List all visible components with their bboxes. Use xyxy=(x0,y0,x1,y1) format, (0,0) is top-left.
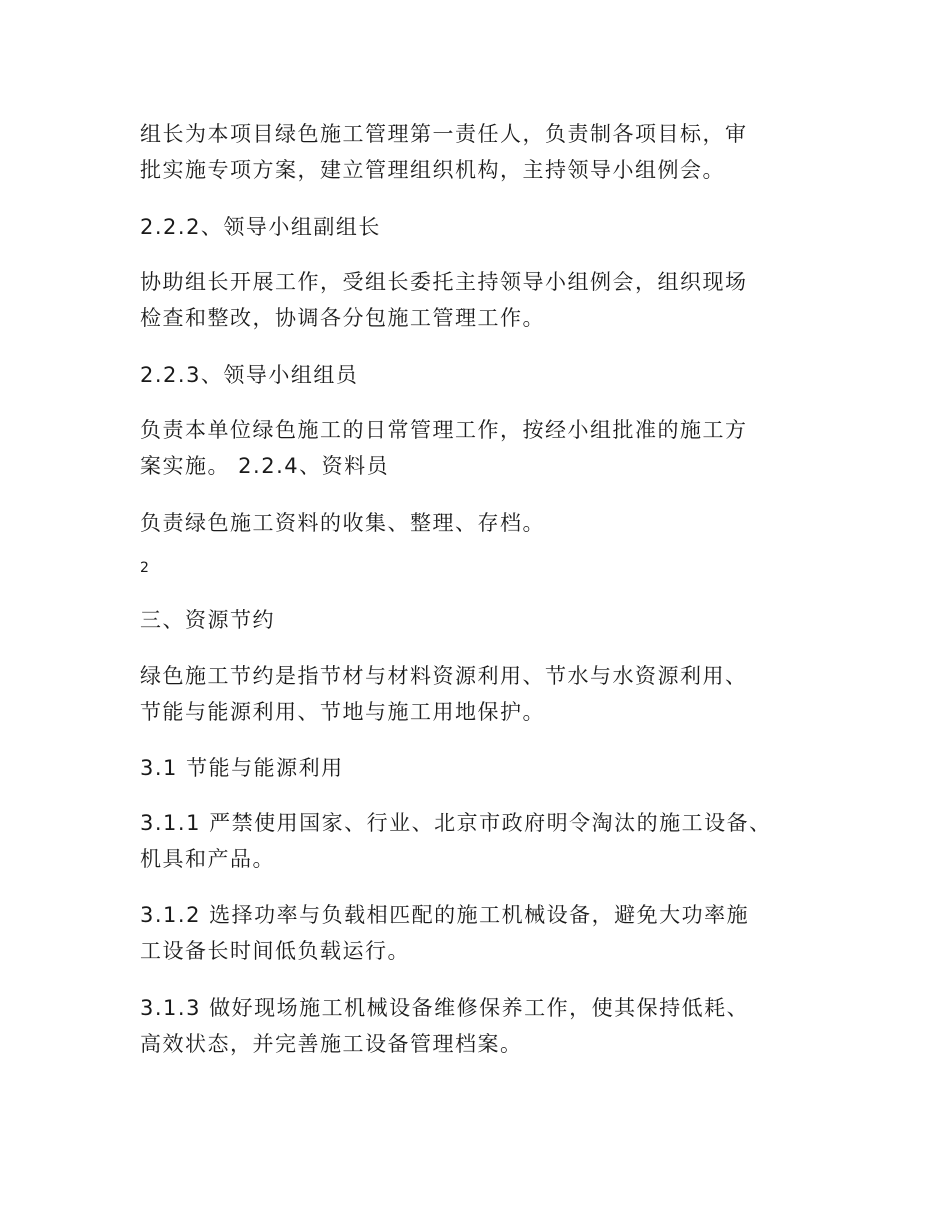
paragraph-3-1-3 xyxy=(140,990,820,1062)
text-line: 3.1.2 选择功率与负载相匹配的施工机械设备，避免大功率施 xyxy=(140,903,750,927)
paragraph-3-1-2 xyxy=(140,897,820,969)
paragraph-records-duty xyxy=(140,505,820,541)
text-line: 检查和整改，协调各分包施工管理工作。 xyxy=(140,306,545,330)
section-heading: 2.2.3、领导小组组员 xyxy=(140,363,359,387)
text-line: 节能与能源利用、节地与施工用地保护。 xyxy=(140,700,545,724)
heading-2-2-2 xyxy=(140,209,820,245)
text-line: 绿色施工节约是指节材与材料资源利用、节水与水资源利用、 xyxy=(140,664,748,688)
text-line: 批实施专项方案，建立管理组织机构，主持领导小组例会。 xyxy=(140,158,725,182)
text-line: 组长为本项目绿色施工管理第一责任人，负责制各项目标，审 xyxy=(140,122,748,146)
text-line: 负责绿色施工资料的收集、整理、存档。 xyxy=(140,511,545,535)
paragraph-deputy-duty xyxy=(140,264,820,336)
section-heading: 2.2.2、领导小组副组长 xyxy=(140,215,381,239)
text-line: 案实施。 2.2.4、资料员 xyxy=(140,454,390,478)
text-line: 3.1.3 做好现场施工机械设备维修保养工作，使其保持低耗、 xyxy=(140,996,750,1020)
heading-resource-saving xyxy=(140,602,820,638)
section-heading: 3.1 节能与能源利用 xyxy=(140,756,344,780)
text-line: 协助组长开展工作，受组长委托主持领导小组例会，组织现场 xyxy=(140,270,748,294)
text-line: 工设备长时间低负载运行。 xyxy=(140,939,410,963)
text-line: 高效状态，并完善施工设备管理档案。 xyxy=(140,1032,523,1056)
paragraph-3-1-1 xyxy=(140,805,820,877)
paragraph-member-duty xyxy=(140,412,820,484)
paragraph-leader-duty xyxy=(140,116,820,188)
page-number: 2 xyxy=(140,560,149,576)
heading-3-1 xyxy=(140,750,820,786)
paragraph-saving-definition xyxy=(140,658,820,730)
text-line: 3.1.1 严禁使用国家、行业、北京市政府明令淘汰的施工设备、 xyxy=(140,811,772,835)
text-line: 机具和产品。 xyxy=(140,847,275,871)
heading-2-2-3 xyxy=(140,357,820,393)
text-line: 负责本单位绿色施工的日常管理工作，按经小组批准的施工方 xyxy=(140,418,748,442)
section-heading: 三、资源节约 xyxy=(140,608,275,632)
